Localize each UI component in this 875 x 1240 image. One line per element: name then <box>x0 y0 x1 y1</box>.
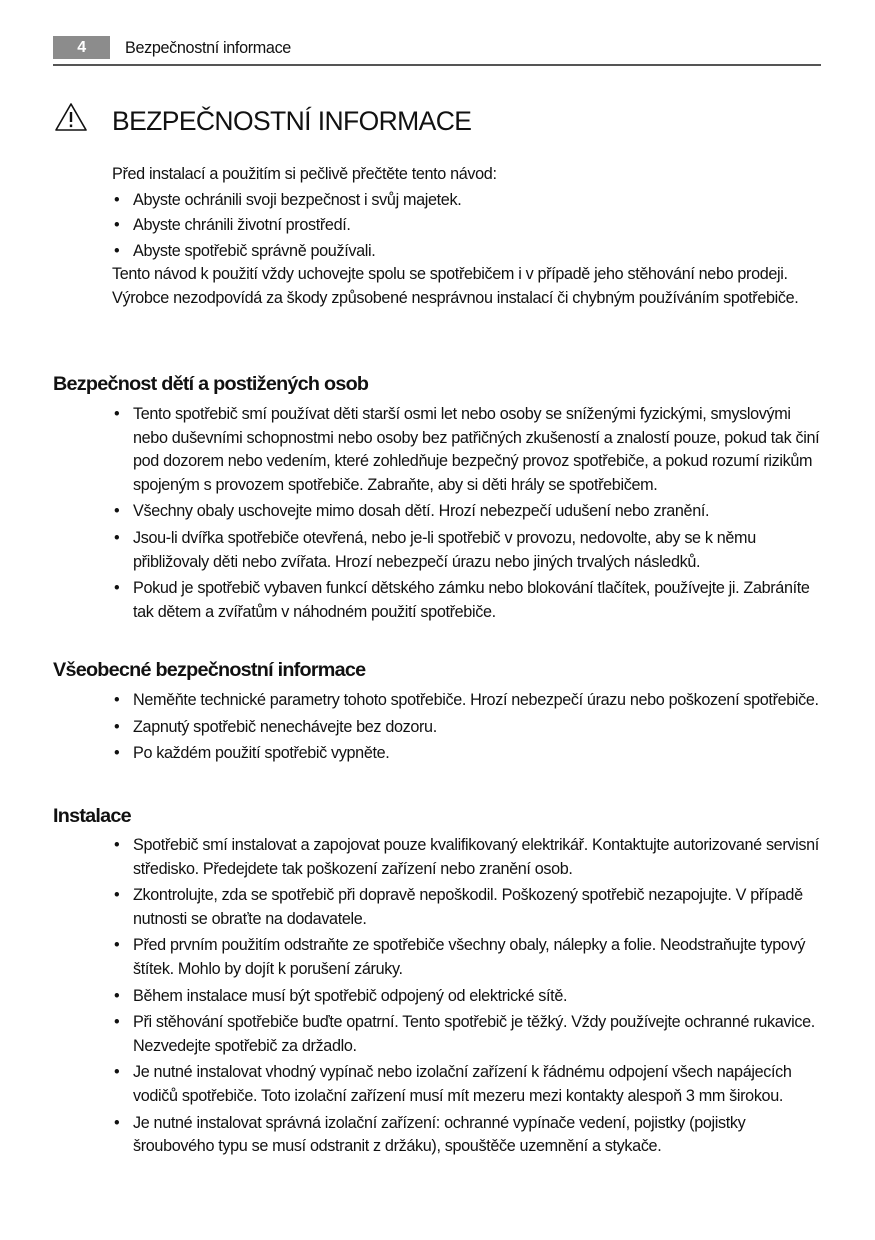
list-item: • Při stěhování spotřebiče buďte opatrní. Tento spotřebič je těžký. Vždy používejte ochranné rukavice. Nezvedejte spotřebič za držadlo. <box>112 1011 824 1058</box>
list-item: • Během instalace musí být spotřebič odpojený od elektrické sítě. <box>112 985 824 1009</box>
header-divider <box>53 64 821 66</box>
list-item: • Spotřebič smí instalovat a zapojovat pouze kvalifikovaný elektrikář. Kontaktujte autorizované servisní středisko. Předejdete tak poškození zařízení nebo zranění osob. <box>112 834 824 881</box>
list-item: • Neměňte technické parametry tohoto spotřebiče. Hrozí nebezpečí úrazu nebo poškození spotřebiče. <box>112 689 824 713</box>
list-item: • Jsou-li dvířka spotřebiče otevřená, nebo je-li spotřebič v provozu, nedovolte, aby se k němu přibližovaly děti nebo zvířata. Hrozí nebezpečí úrazu nebo jiných trvalých následků. <box>112 527 824 574</box>
list-item: • Všechny obaly uschovejte mimo dosah dětí. Hrozí nebezpečí udušení nebo zranění. <box>112 500 824 524</box>
page-header <box>53 36 821 66</box>
section-heading-child-safety: Bezpečnost dětí a postižených osob <box>53 373 369 395</box>
list-item: • Tento spotřebič smí používat děti starší osmi let nebo osoby se sníženými fyzickými, smyslovými nebo duševními schopnostmi nebo osoby bez patřičných zkušeností a znalostí pouze, pokud tak činí pod dozorem nebo vedením, které zohledňuje bezpečný provoz spotřebiče, a pokud rozumí rizikům spojeným s provozem spotřebiče. Zabraňte, aby si děti hrály se spotřebičem. <box>112 403 824 497</box>
child-safety-list <box>112 403 824 627</box>
running-title: Bezpečnostní informace <box>125 39 291 57</box>
section-heading-installation: Instalace <box>53 805 131 827</box>
list-item: • Před prvním použitím odstraňte ze spotřebiče všechny obaly, nálepky a folie. Neodstraňujte typový štítek. Mohlo by dojít k porušení záruky. <box>112 934 824 981</box>
list-item: • Zkontrolujte, zda se spotřebič při dopravě nepoškodil. Poškozený spotřebič nezapojujte. V případě nutnosti se obraťte na dodavatele. <box>112 884 824 931</box>
list-item: • Pokud je spotřebič vybaven funkcí dětského zámku nebo blokování tlačítek, používejte ji. Zabráníte tak dětem a zvířatům v náhodném použití spotřebiče. <box>112 577 824 624</box>
intro-bullet: • Abyste chránili životní prostředí. <box>112 214 824 238</box>
intro-paragraph-storage: Tento návod k použití vždy uchovejte spolu se spotřebičem i v případě jeho stěhování nebo prodeji. <box>112 265 788 284</box>
page-number: 4 <box>53 36 110 59</box>
intro-block <box>112 163 824 311</box>
list-item: • Zapnutý spotřebič nenechávejte bez dozoru. <box>112 716 824 740</box>
installation-list <box>112 834 824 1162</box>
intro-bullet: • Abyste spotřebič správně používali. <box>112 240 824 264</box>
general-safety-list <box>112 689 824 769</box>
list-item: • Je nutné instalovat vhodný vypínač nebo izolační zařízení k řádnému odpojení všech napájecích vodičů spotřebiče. Toto izolační zařízení musí mít mezeru mezi kontakty alespoň 3 mm širokou. <box>112 1061 824 1108</box>
intro-paragraph-liability: Výrobce nezodpovídá za škody způsobené nesprávnou instalací či chybným používáním spotřebiče. <box>112 288 799 307</box>
list-item: • Je nutné instalovat správná izolační zařízení: ochranné vypínače vedení, pojistky (pojistky šroubového typu se musí odstranit z držáku), spouštěče uzemnění a stykače. <box>112 1112 824 1159</box>
intro-bullet: • Abyste ochránili svoji bezpečnost i svůj majetek. <box>112 189 824 213</box>
section-heading-general-safety: Všeobecné bezpečnostní informace <box>53 659 366 681</box>
warning-triangle-icon <box>54 102 88 132</box>
intro-lead: Před instalací a použitím si pečlivě přečtěte tento návod: <box>112 165 497 183</box>
list-item: • Po každém použití spotřebič vypněte. <box>112 742 824 766</box>
page-title: BEZPEČNOSTNÍ INFORMACE <box>112 106 472 136</box>
